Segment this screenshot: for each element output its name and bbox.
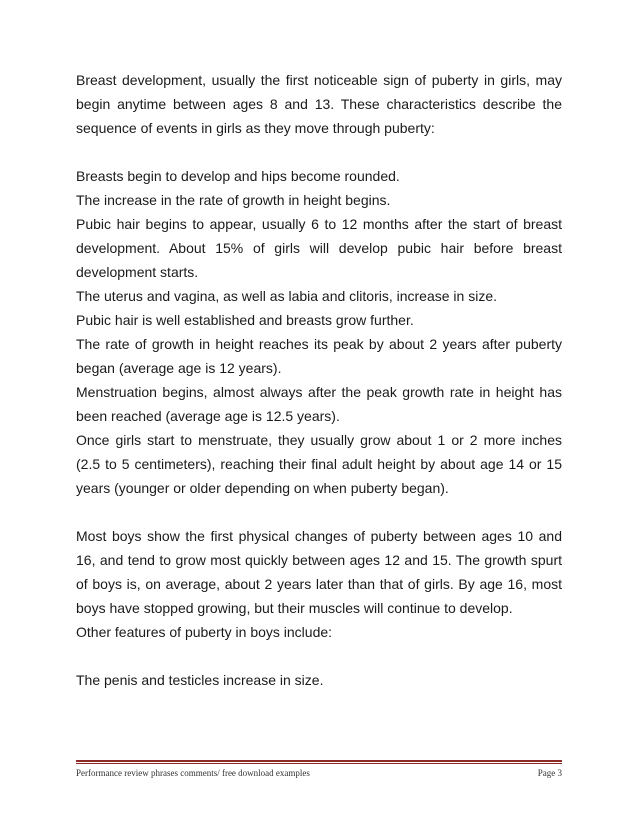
boys-intro-paragraph: Most boys show the first physical changes of puberty between ages 10 and 16, and tend to grow most quickly between ages 12 and 15. The growth spurt of boys is, on average, about 2 years later than that of girls. By age 16, most boys have stopped growing, but their muscles will continue to develop. bbox=[76, 528, 562, 616]
footer-divider-thin bbox=[76, 763, 562, 764]
paragraph-gap bbox=[76, 140, 562, 164]
girls-step-2: The increase in the rate of growth in height begins. bbox=[76, 192, 391, 208]
paragraph-gap bbox=[76, 500, 562, 524]
girls-step-7: Menstruation begins, almost always after the peak growth rate in height has been reached (average age is 12.5 years). bbox=[76, 384, 562, 424]
girls-step-1: Breasts begin to develop and hips become rounded. bbox=[76, 168, 400, 184]
page-number: Page 3 bbox=[537, 768, 562, 778]
girls-step-6: The rate of growth in height reaches its peak by about 2 years after puberty began (average age is 12 years). bbox=[76, 336, 562, 376]
document-body bbox=[76, 68, 562, 692]
footer-title: Performance review phrases comments/ free download examples bbox=[76, 768, 310, 778]
boys-feature-1: The penis and testicles increase in size. bbox=[76, 672, 324, 688]
intro-paragraph: Breast development, usually the first noticeable sign of puberty in girls, may begin anytime between ages 8 and 13. These characteristics describe the sequence of events in girls as they move through puberty: bbox=[76, 72, 562, 136]
girls-step-8: Once girls start to menstruate, they usually grow about 1 or 2 more inches (2.5 to 5 centimeters), reaching their final adult height by about age 14 or 15 years (younger or older depending on when puberty began). bbox=[76, 432, 562, 496]
page-footer bbox=[76, 768, 562, 778]
footer-divider bbox=[76, 760, 562, 762]
paragraph-gap bbox=[76, 644, 562, 668]
girls-step-5: Pubic hair is well established and breasts grow further. bbox=[76, 312, 414, 328]
girls-step-3: Pubic hair begins to appear, usually 6 to 12 months after the start of breast development. About 15% of girls will develop pubic hair before breast development starts. bbox=[76, 216, 562, 280]
girls-step-4: The uterus and vagina, as well as labia and clitoris, increase in size. bbox=[76, 288, 497, 304]
boys-features-heading: Other features of puberty in boys include: bbox=[76, 624, 333, 640]
